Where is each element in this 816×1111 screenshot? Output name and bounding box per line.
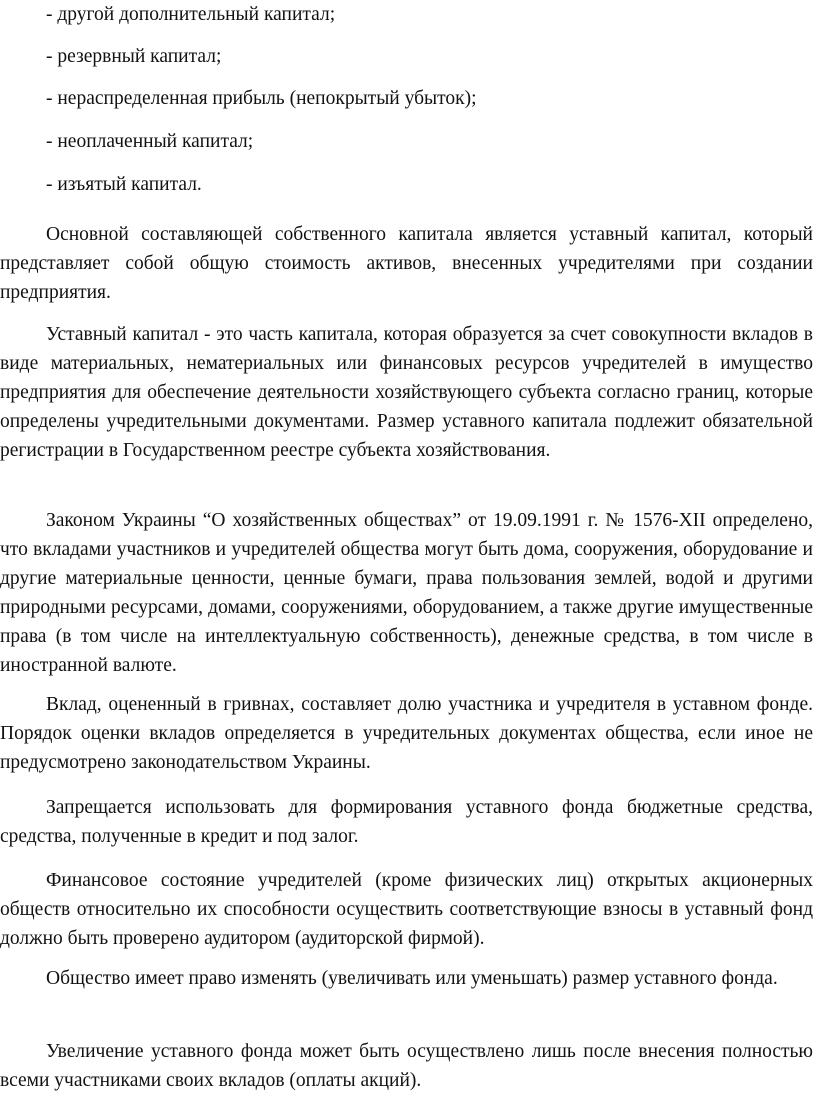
list-item: - изъятый капитал. — [46, 174, 202, 195]
paragraph-financial-audit: Финансовое состояние учредителей (кроме физических лиц) открытых акционерных обществ относительно их способности осуществить соответствующие взносы в уставный фонд должно быть проверено аудитором (аудиторской фирмой). — [0, 870, 813, 949]
list-item: - неоплаченный капитал; — [46, 131, 254, 152]
paragraph-prohibition: Запрещается использовать для формирования уставного фонда бюджетные средства, средства, полученные в кредит и под залог. — [0, 797, 813, 847]
paragraph-law-reference: Законом Украины “О хозяйственных обществах” от 19.09.1991 г. № 1576-XII определено, что вкладами участников и учредителей общества могут быть дома, сооружения, оборудование и другие материальные ценности, ценные бумаги, права пользования землей, водой и другими природными ресурсами, домами, сооружениями, оборудованием, а также другие имущественные права (в том числе на интеллектуальную собственность), денежные средства, в том числе в иностранной валюте. — [0, 510, 813, 676]
list-item: - другой дополнительный капитал; — [46, 4, 336, 25]
paragraph-contribution-valuation: Вклад, оцененный в гривнах, составляет долю участника и учредителя в уставном фонде. Порядок оценки вкладов определяется в учредительных документах общества, если иное не предусмотрено законодательством Украины. — [0, 694, 813, 773]
paragraph-change-right: Общество имеет право изменять (увеличивать или уменьшать) размер уставного фонда. — [46, 968, 778, 989]
list-item: - нераспределенная прибыль (непокрытый убыток); — [46, 88, 477, 109]
paragraph-charter-capital: Уставный капитал - это часть капитала, которая образуется за счет совокупности вкладов в виде материальных, нематериальных или финансовых ресурсов учредителей в имущество предприятия для обеспечение деятельности хозяйствующего субъекта согласно границ, которые определены учредительными документами. Размер уставного капитала подлежит обязательной регистрации в Государственном реестре субъекта хозяйствования. — [0, 324, 813, 461]
paragraph-increase-condition: Увеличение уставного фонда может быть осуществлено лишь после внесения полностью всеми участниками своих вкладов (оплаты акций). — [0, 1041, 813, 1091]
paragraph-equity-definition: Основной составляющей собственного капитала является уставный капитал, который представляет собой общую стоимость активов, внесенных учредителями при создании предприятия. — [0, 224, 813, 303]
list-item: - резервный капитал; — [46, 46, 222, 67]
